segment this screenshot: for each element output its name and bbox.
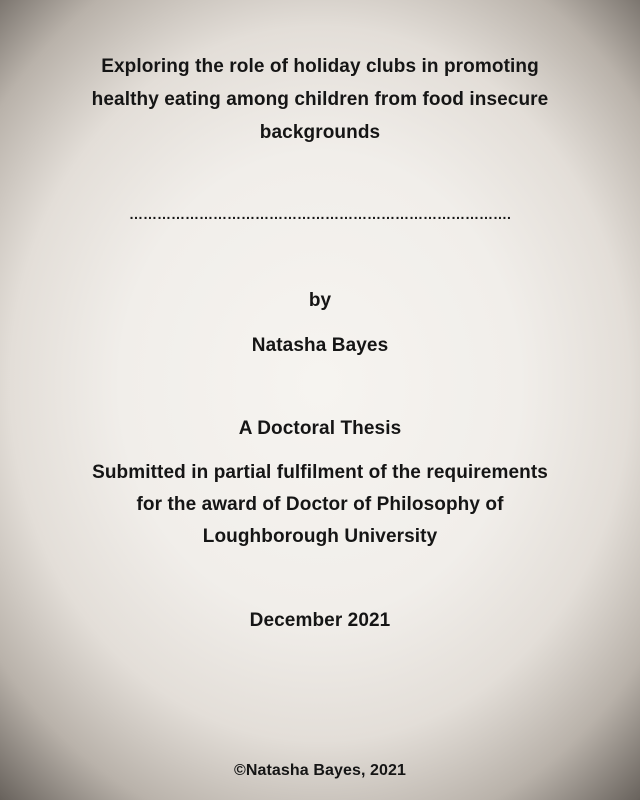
thesis-title-line-2: healthy eating among children from food insecure [91,89,549,110]
submission-line-1: Submitted in partial fulfilment of the requirements [92,462,548,483]
thesis-title-line-1: Exploring the role of holiday clubs in promoting [101,56,539,77]
submission-date: December 2021 [249,610,391,631]
copyright-notice: ©Natasha Bayes, 2021 [233,762,407,779]
dotted-separator: ………………………………………………………………………. [129,206,511,222]
by-label: by [308,290,332,311]
thesis-title-line-3: backgrounds [259,122,381,143]
submission-line-3: Loughborough University [202,526,438,547]
submission-line-2: for the award of Doctor of Philosophy of [136,494,504,515]
thesis-type: A Doctoral Thesis [238,418,402,439]
author-name: Natasha Bayes [251,335,389,356]
